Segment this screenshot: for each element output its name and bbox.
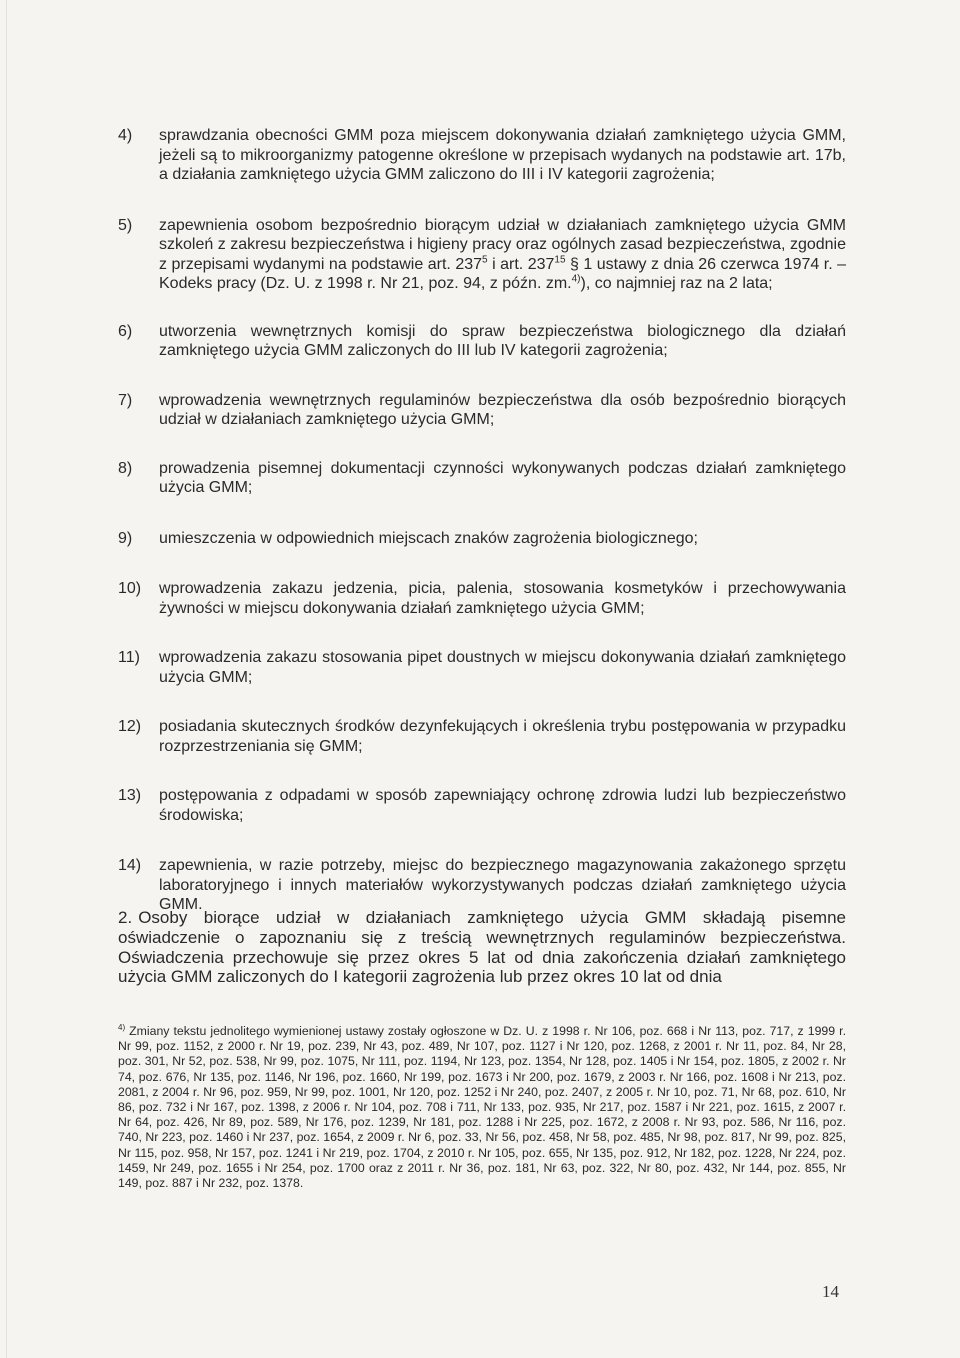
- list-item: [118, 579, 846, 618]
- item-text-part: i art. 237: [487, 255, 555, 273]
- item-number: 8): [118, 459, 133, 477]
- item-number: 12): [118, 718, 142, 735]
- paragraph-text: Osoby biorące udział w działaniach zamkniętego użycia GMM składają pisemne oświadczenie o zapoznaniu się z treścią wewnętrznych regulaminów bezpieczeństwa. Oświadczenia przechowuje się przez okres 5 lat od dnia zakończenia działań zamkniętego użycia GMM zaliczonych do I kategorii zagrożenia lub przez okres 10 lat od dnia: [118, 908, 846, 987]
- list-item: [118, 459, 846, 498]
- item-number: 9): [118, 529, 133, 547]
- footnote-mark: 4): [118, 1022, 126, 1032]
- footnote-reference: 4): [571, 273, 581, 285]
- list-item: [118, 322, 846, 361]
- item-text-part: ), co najmniej raz na 2 lata;: [580, 275, 773, 292]
- item-text: umieszczenia w odpowiednich miejscach znaków zagrożenia biologicznego;: [159, 529, 698, 547]
- item-number: 5): [118, 216, 133, 234]
- item-number: 11): [118, 649, 140, 666]
- page-number: 14: [822, 1282, 839, 1301]
- obligations-list: [118, 126, 846, 945]
- item-text: posiadania skutecznych środków dezynfekujących i określenia trybu postępowania w przypadku rozprzestrzeniania się GMM;: [159, 718, 846, 755]
- item-text: prowadzenia pisemnej dokumentacji czynności wykonywanych podczas działań zamkniętego użycia GMM;: [159, 459, 846, 496]
- item-number: 14): [118, 857, 142, 874]
- superscript: 5: [482, 254, 488, 266]
- item-text: utworzenia wewnętrznych komisji do spraw bezpieczeństwa biologicznego dla działań zamkniętego użycia GMM zaliczonych do III lub IV kategorii zagrożenia;: [159, 322, 846, 359]
- list-item: [118, 786, 846, 825]
- list-item: [118, 648, 846, 687]
- superscript: 15: [554, 254, 566, 266]
- item-text: postępowania z odpadami w sposób zapewniający ochronę zdrowia ludzi lub bezpieczeństwo środowiska;: [159, 787, 846, 824]
- item-text: sprawdzania obecności GMM poza miejscem dokonywania działań zamkniętego użycia GMM, jeżeli są to mikroorganizmy patogenne określone w przepisach wydanych na podstawie art. 17b, a działania zamkniętego użycia GMM zaliczono do III i IV kategorii zagrożenia;: [159, 127, 846, 183]
- list-item: [118, 391, 846, 430]
- item-text-part: zapewnienia osobom bezpośrednio biorącym udział w działaniach zamkniętego użycia GMM szkoleń z zakresu bezpieczeństwa i higieny pracy oraz ogólnych zasad bezpieczeństwa, zgodnie z przepisami wydanymi na podstawie art. 237: [159, 216, 846, 273]
- item-text: wprowadzenia zakazu stosowania pipet doustnych w miejscu dokonywania działań zamkniętego użycia GMM;: [159, 649, 846, 686]
- paragraph-2: [118, 908, 846, 987]
- footnote-text: Zmiany tekstu jednolitego wymienionej ustawy zostały ogłoszone w Dz. U. z 1998 r. Nr 106, poz. 668 i Nr 113, poz. 717, z 1999 r. Nr 99, poz. 1152, z 2000 r. Nr 19, poz. 239, Nr 43, poz. 489, Nr 107, poz. 1127 i Nr 120, poz. 1268, z 2001 r. Nr 11, poz. 84, Nr 28, poz. 301, Nr 52, poz. 538, Nr 99, poz. 1075, Nr 111, poz. 1194, Nr 123, poz. 1354, Nr 128, poz. 1405 i Nr 154, poz. 1805, z 2002 r. Nr 74, poz. 676, Nr 135, poz. 1146, Nr 196, poz. 1660, Nr 199, poz. 1673 i Nr 200, poz. 1679, z 2003 r. Nr 166, poz. 1608 i Nr 213, poz. 2081, z 2004 r. Nr 96, poz. 959, Nr 99, poz. 1001, Nr 120, poz. 1252 i Nr 240, poz. 2407, z 2005 r. Nr 10, poz. 71, Nr 68, poz. 610, Nr 86, poz. 732 i Nr 167, poz. 1398, z 2006 r. Nr 104, poz. 708 i 711, Nr 133, poz. 935, Nr 217, poz. 1587 i Nr 221, poz. 1615, z 2007 r. Nr 64, poz. 426, Nr 89, poz. 589, Nr 176, poz. 1239, Nr 181, poz. 1288 i Nr 225, poz. 1672, z 2008 r. Nr 93, poz. 586, Nr 116, poz. 740, Nr 223, poz. 1460 i Nr 237, poz. 1654, z 2009 r. Nr 6, poz. 33, Nr 56, poz. 458, Nr 58, poz. 485, Nr 98, poz. 817, Nr 99, poz. 825, Nr 115, poz. 958, Nr 157, poz. 1241 i Nr 219, poz. 1704, z 2010 r. Nr 105, poz. 655, Nr 135, poz. 912, Nr 182, poz. 1228, Nr 224, poz. 1459, Nr 249, poz. 1655 i Nr 254, poz. 1700 oraz z 2011 r. Nr 36, poz. 181, Nr 63, poz. 322, Nr 80, poz. 432, Nr 144, poz. 855, Nr 149, poz. 887 i Nr 232, poz. 1378.: [118, 1024, 846, 1191]
- list-item: [118, 126, 846, 185]
- list-item: [118, 216, 846, 294]
- item-number: 6): [118, 322, 133, 340]
- item-number: 13): [118, 787, 142, 804]
- list-item: [118, 529, 846, 549]
- item-number: 4): [118, 127, 133, 144]
- item-number: 7): [118, 391, 133, 409]
- paragraph-number: 2.: [118, 908, 133, 927]
- list-item: [118, 856, 846, 915]
- footnote: [118, 1024, 846, 1191]
- item-text: wprowadzenia zakazu jedzenia, picia, palenia, stosowania kosmetyków i przechowywania żywności w miejscu dokonywania działań zamkniętego użycia GMM;: [159, 580, 846, 617]
- item-text: zapewnienia, w razie potrzeby, miejsc do bezpiecznego magazynowania zakażonego sprzętu laboratoryjnego i innych materiałów wykorzystywanych podczas działań zamkniętego użycia GMM.: [159, 857, 846, 913]
- item-text: wprowadzenia wewnętrznych regulaminów bezpieczeństwa dla osób bezpośrednio biorących udział w działaniach zamkniętego użycia GMM;: [159, 391, 846, 428]
- item-number: 10): [118, 580, 142, 597]
- list-item: [118, 717, 846, 756]
- item-text: [159, 216, 846, 294]
- item-text-part: § 1 ustawy z dnia 26 czerwca 1974 r. – Kodeks pracy (Dz. U. z 1998 r. Nr 21, poz. 94, z późn. zm.: [159, 255, 847, 292]
